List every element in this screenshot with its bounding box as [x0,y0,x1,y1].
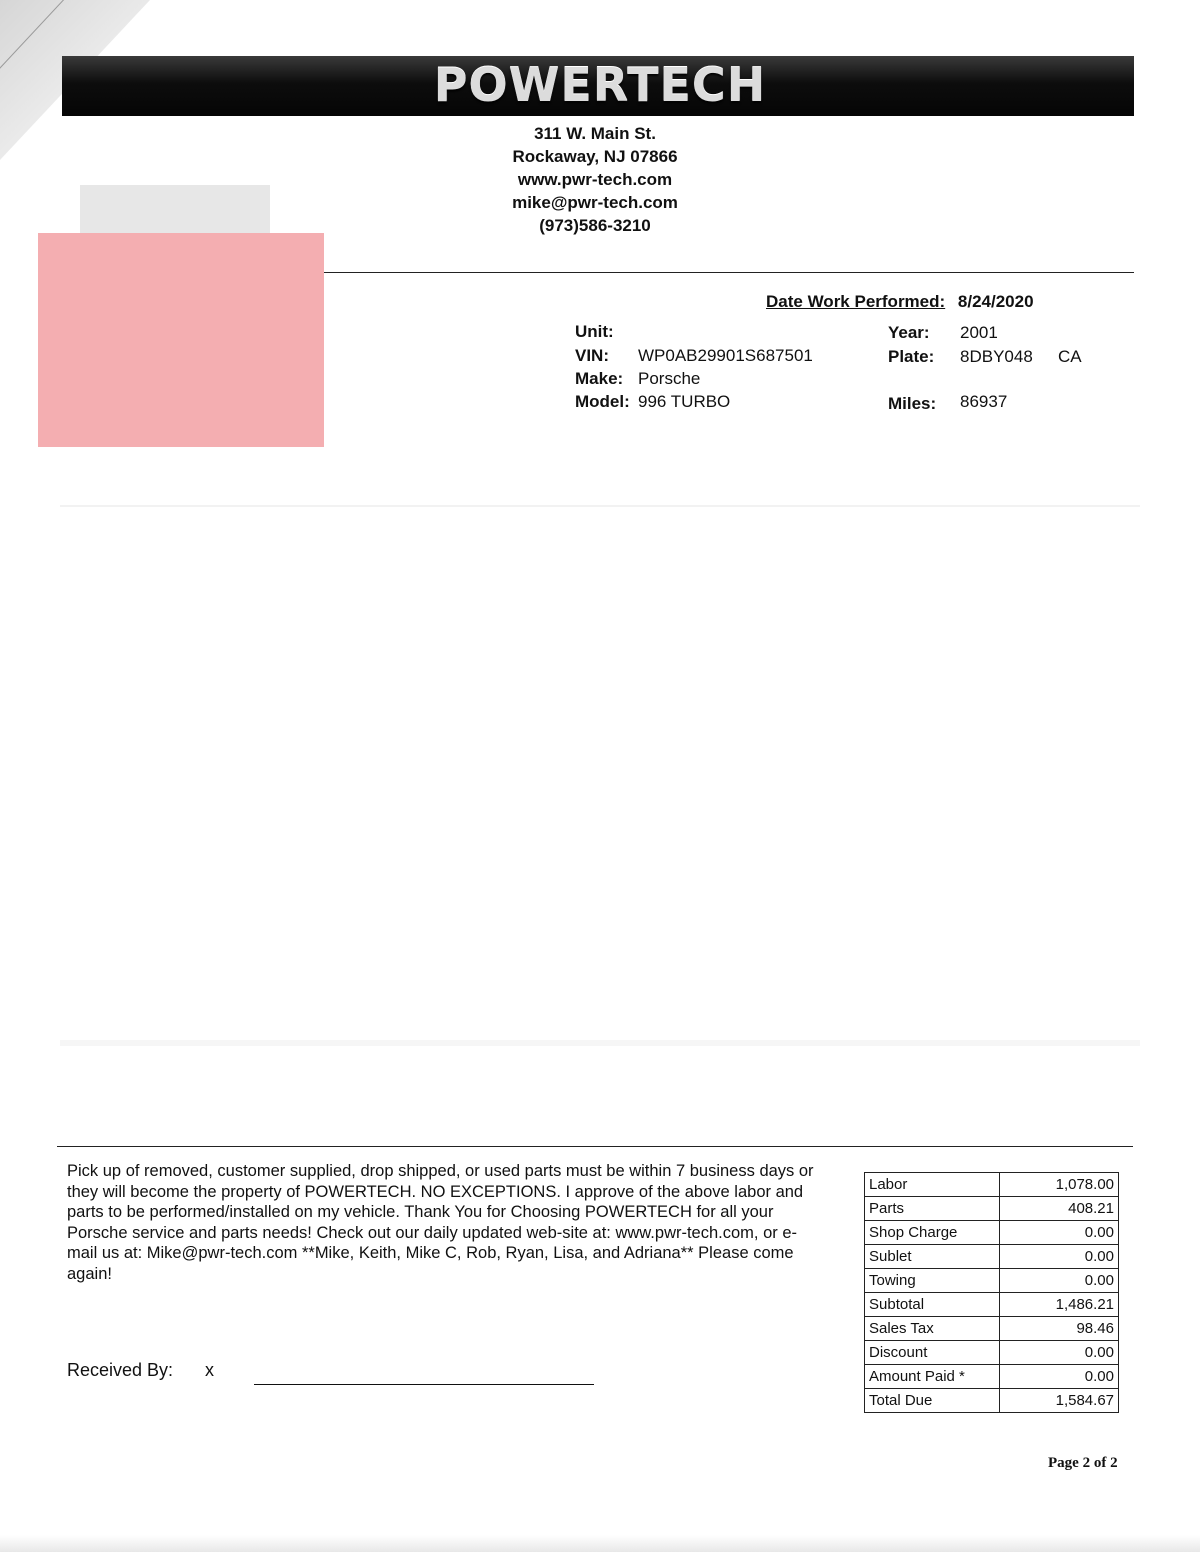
faint-divider [60,1040,1140,1046]
totals-label: Total Due [865,1389,1000,1413]
totals-label: Towing [865,1269,1000,1293]
signature-line [254,1384,594,1385]
totals-row-shop-charge [865,1221,1119,1245]
totals-value: 1,078.00 [1000,1173,1119,1197]
vin-label: VIN: [575,346,609,365]
unit-label: Unit: [575,322,614,341]
totals-label: Sublet [865,1245,1000,1269]
signature-x: x [205,1360,214,1380]
totals-value: 0.00 [1000,1221,1119,1245]
totals-table [864,1172,1119,1413]
plate-value: 8DBY048 [960,347,1033,366]
plate-label: Plate: [888,347,935,366]
totals-row-amount-paid [865,1365,1119,1389]
totals-label: Sales Tax [865,1317,1000,1341]
totals-value: 0.00 [1000,1365,1119,1389]
company-logo: POWERTECH [433,58,767,112]
totals-row-sales-tax [865,1317,1119,1341]
address-city: Rockaway, NJ 07866 [512,147,678,166]
totals-value: 0.00 [1000,1269,1119,1293]
vin-value: WP0AB29901S687501 [638,346,813,365]
make-value: Porsche [638,369,701,388]
received-by-label: Received By: [67,1360,174,1380]
page-number: Page 2 of 2 [1048,1455,1118,1471]
year-label: Year: [888,323,930,342]
address-website: www.pwr-tech.com [517,170,673,189]
totals-row-towing [865,1269,1119,1293]
redaction-block-customer [38,233,324,447]
totals-row-discount [865,1341,1119,1365]
disclaimer-text: Pick up of removed, customer supplied, drop shipped, or used parts must be within 7 business days or they will become the property of POWERTECH. NO EXCEPTIONS. I approve of the above labor and parts to be performed/installed on my vehicle. Thank You for Choosing POWERTECH for all your Porsche service and parts needs! Check out our daily updated web-site at: www.pwr-tech.com, or e-mail us at: Mike@pwr-tech.com **Mike, Keith, Mike C, Rob, Ryan, Lisa, and Adriana** Please come again! [67,1162,814,1283]
totals-value: 0.00 [1000,1341,1119,1365]
totals-value: 98.46 [1000,1317,1119,1341]
totals-value: 408.21 [1000,1197,1119,1221]
date-value: 8/24/2020 [957,292,1034,311]
miles-label: Miles: [888,394,937,413]
model-value: 996 TURBO [638,392,731,411]
totals-row-sublet [865,1245,1119,1269]
faint-divider [60,505,1140,507]
year-value: 2001 [960,323,998,342]
address-email: mike@pwr-tech.com [512,193,678,212]
totals-value: 1,486.21 [1000,1293,1119,1317]
scan-edge-shadow [0,1535,1200,1552]
totals-label: Subtotal [865,1293,1000,1317]
address-street: 311 W. Main St. [534,124,656,143]
totals-row-parts [865,1197,1119,1221]
date-label: Date Work Performed: [766,292,946,311]
totals-row-subtotal [865,1293,1119,1317]
model-label: Model: [575,392,630,411]
address-phone: (973)586-3210 [539,216,651,235]
make-label: Make: [575,369,624,388]
footer-divider [57,1146,1133,1147]
totals-label: Amount Paid * [865,1365,1000,1389]
totals-row-labor [865,1173,1119,1197]
plate-state: CA [1058,347,1082,366]
redaction-block-gray [80,185,270,233]
totals-label: Labor [865,1173,1000,1197]
date-work-performed [766,292,1034,312]
miles-value: 86937 [960,392,1008,411]
totals-label: Parts [865,1197,1000,1221]
totals-value: 0.00 [1000,1245,1119,1269]
totals-row-total-due [865,1389,1119,1413]
totals-label: Discount [865,1341,1000,1365]
totals-label: Shop Charge [865,1221,1000,1245]
totals-value: 1,584.67 [1000,1389,1119,1413]
header-divider [324,272,1134,273]
